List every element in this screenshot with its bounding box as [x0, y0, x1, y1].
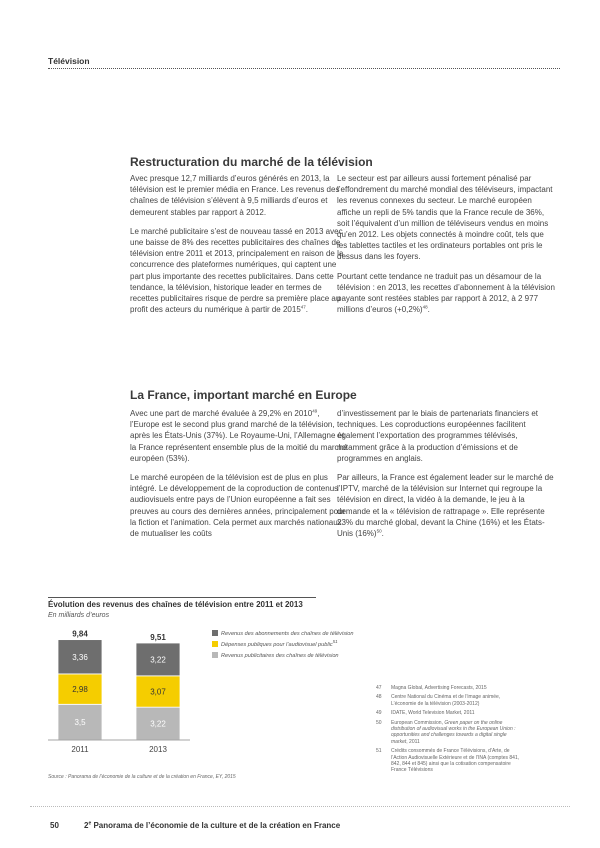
header-divider	[48, 68, 560, 69]
footnote-51: 51 Crédits consommés de France Télévisions, d’Arte, de l’Action Audiovisuelle Extérieure et de l’INA (comptes 841, 842, 844 et 845) ainsi que la cotisation compensatoire France Télévisions	[376, 748, 520, 774]
legend-swatch	[212, 652, 218, 658]
paragraph: Le secteur est par ailleurs aussi fortement pénalisé par l’effondrement du marché mondial des téléviseurs, impactant les revenus connexes du secteur. Le marché européen affiche un repli de 5% tandis que la France recule de 36%, soit l’équivalent d’un million de téléviseurs vendus en moins qu’en 2012. Les objets connectés à moindre coût, tels que les tablettes tactiles et les ordinateurs portables ont pris le dessus dans les foyers.	[337, 174, 553, 262]
chart-source: Source : Panorama de l’économie de la culture et de la création en France, EY, 2015	[48, 774, 236, 780]
legend-item: Revenus publicitaires des chaînes de télévision	[212, 652, 402, 660]
section1-right-column	[337, 173, 555, 323]
footnote-ref[interactable]: 48	[422, 304, 428, 310]
paragraph: Le marché européen de la télévision est de plus en plus intégré. Le développement de la coproduction de contenus audiovisuels entre pays de l’Union européenne a fait ses preuves au cours des dernières années, principalement pour la fiction et l’animation. Cela permet aux marchés nationaux de mutualiser les coûts	[130, 473, 346, 539]
section1-left-column	[130, 173, 348, 323]
data-label: 2,98	[72, 685, 88, 695]
legend-swatch	[212, 630, 218, 636]
paragraph: Pourtant cette tendance ne traduit pas un désamour de la télévision : en 2013, les recettes d’abonnement à la télévision payante sont restées stables par rapport à 2012, à 2 977 millions d’euros $(+0,2\%)^{48}$.	[337, 271, 555, 315]
data-label: 3,22	[150, 719, 166, 729]
footnotes	[376, 685, 524, 777]
footnote-ref[interactable]: 49	[312, 408, 318, 414]
paragraph: Avec une part de marché évaluée à 29,2% en 2010$^{49}$, l’Europe est le second plus grand marché de la télévision, après les États-Unis (37%). Le Royaume-Uni, l’Allemagne et la France représentent ensemble plus de la moitié du marché européen (53%).	[130, 408, 348, 463]
section-title-france-europe: La France, important marché en Europe	[130, 388, 357, 402]
legend-item: Dépenses publiques pour l’audiovisuel public$^{51}$	[212, 641, 402, 649]
chart-subtitle: En milliards d’euros	[48, 612, 110, 619]
section2-left-column	[130, 408, 348, 547]
section-label: Télévision	[48, 56, 90, 66]
footer-publication-title: 2e Panorama de l’économie de la culture et de la création en France	[84, 820, 341, 830]
paragraph: Le marché publicitaire s’est de nouveau tassé en 2013 avec une baisse de 8% des recettes publicitaires des chaînes de télévision entre 2011 et 2013, principalement en raison de la concurrence des plateformes numériques, qui captent une part plus importante des recettes publicitaires. Dans cette tendance, la télévision, historique leader en termes de recettes publicitaires risque de perdre sa première place au profit des acteurs du numérique à partir de 2015$^{47}$.	[130, 226, 344, 315]
chart-title: Évolution des revenus des chaînes de télévision entre 2011 et 2013	[48, 600, 303, 609]
footnote-48: 48 Centre National du Cinéma et de l’image animée, L’économie de la télévision (2003-2012)	[376, 694, 501, 707]
footnote-50: 50 European Commission, Green paper on the online distribution of audiovisual works in the European Union : opportunities and challenges towards a digital single market, 2011	[376, 719, 516, 745]
legend-swatch	[212, 641, 218, 647]
section2-right-column	[337, 408, 555, 547]
total-label: 9,84	[72, 629, 88, 639]
legend-item: Revenus des abonnements des chaînes de télévision	[212, 630, 402, 638]
paragraph: Avec presque 12,7 milliards d’euros générés en 2013, la télévision est le premier média en France. Les revenus des chaînes de télévision s’élèvent à 9,5 milliards d’euros et demeurent stables par rapport à 2012.	[130, 174, 340, 217]
data-label: 3,36	[72, 652, 88, 662]
chart-top-rule	[48, 597, 316, 598]
x-tick-label: 2011	[71, 745, 89, 754]
page-number: 50	[50, 821, 59, 830]
footnote-49: 49 IDATE, World Television Market, 2011	[376, 710, 475, 717]
stacked-bar-chart	[40, 622, 220, 762]
data-label: 3,07	[150, 687, 166, 697]
paragraph: Par ailleurs, la France est également leader sur le marché de l’IPTV, marché de la télévision sur Internet qui regroupe la télévision en direct, la vidéo à la demande, le jeu à la demande et la « télévision de rattrapage ». Elle représente 23% du marché global, devant la Chine (16%) et les États-Unis $(16\%)^{50}$.	[337, 473, 554, 539]
footnote-ref[interactable]: 50	[376, 528, 382, 534]
total-label: 9,51	[150, 632, 166, 642]
footnote-ref[interactable]: 47	[300, 304, 306, 310]
x-tick-label: 2013	[149, 745, 167, 754]
chart-legend	[212, 630, 402, 660]
footer-divider	[30, 806, 570, 807]
data-label: 3,5	[74, 718, 86, 728]
data-label: 3,22	[150, 655, 166, 665]
paragraph: d’investissement par le biais de partenariats financiers et techniques. Les coproductions européennes facilitent également l’exportation des programmes télévisés, notamment grâce à la production d’émissions et de programmes en anglais.	[337, 409, 538, 463]
footnote-47: 47 Magna Global, Advertising Forecasts, 2015	[376, 685, 487, 691]
section-title-restructuration: Restructuration du marché de la télévision	[130, 155, 373, 169]
